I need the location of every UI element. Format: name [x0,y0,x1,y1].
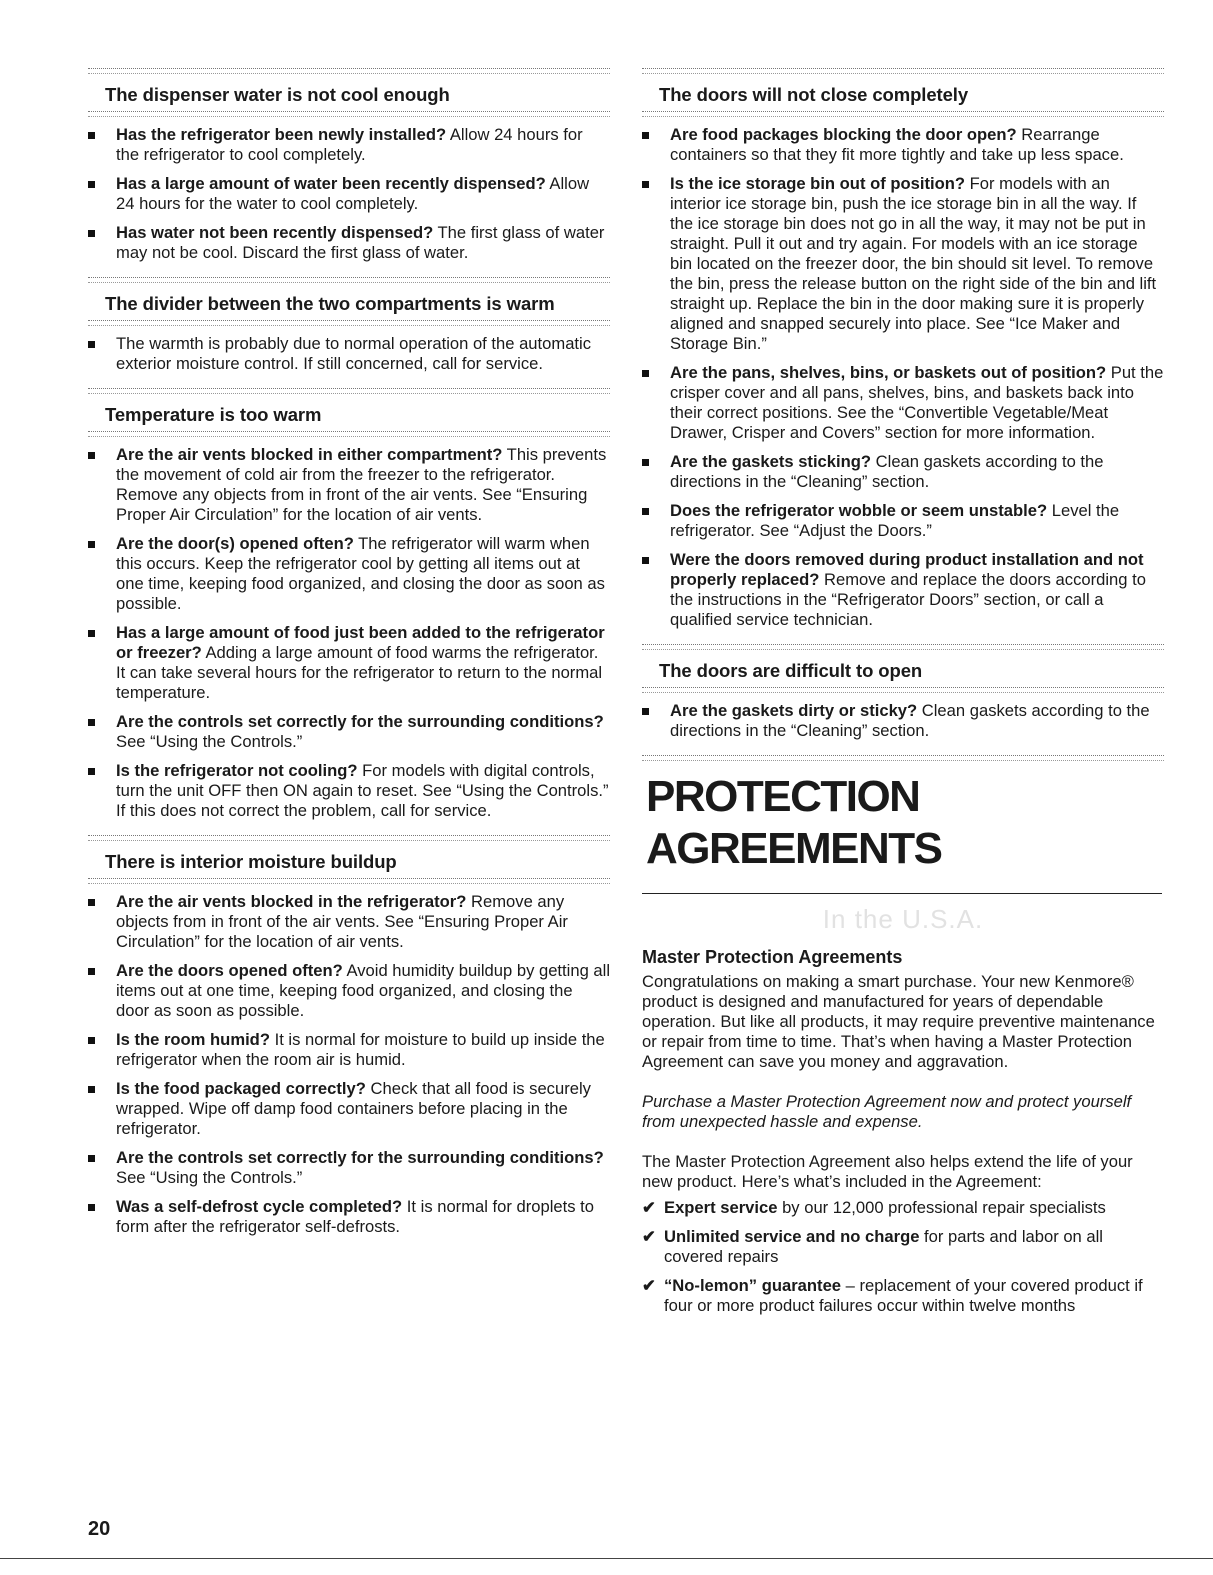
list-item [88,1148,610,1188]
list-item [88,961,610,1021]
answer-text: See “Using the Controls.” [116,1168,303,1187]
benefit-item [642,1227,1164,1267]
section-title: The doors will not close completely [659,84,969,105]
answer-text: Avoid humidity buildup by getting all items out at one time, keeping food organized, and closing the door as soon as possible. [116,961,611,1020]
question-text: Are the air vents blocked in either compartment? [116,445,503,464]
answer-text: Adding a large amount of food warms the refrigerator. It can take several hours for the refrigerator to return to the normal temperature. [116,643,603,702]
square-bullet-icon [88,1037,95,1044]
list-item [642,174,1164,354]
troubleshooting-section [642,644,1164,741]
section-rule [88,320,610,326]
question-text: Is the ice storage bin out of position? [670,174,966,193]
protection-subheading: Master Protection Agreements [642,947,903,967]
square-bullet-icon [642,557,649,564]
square-bullet-icon [88,230,95,237]
troubleshooting-section [88,388,610,821]
troubleshooting-section [642,68,1164,630]
heading-rule [642,893,1162,894]
list-item [88,1079,610,1139]
question-text: Is the food packaged correctly? [116,1079,366,1098]
answer-text: The warmth is probably due to normal operation of the automatic exterior moisture control. If still concerned, call for service. [116,334,592,373]
answer-text: Allow 24 hours for the refrigerator to cool completely. [116,125,583,164]
question-text: Has a large amount of food just been added to the refrigerator or freezer? [116,623,605,662]
right-column [642,68,1164,1325]
square-bullet-icon [88,1204,95,1211]
answer-text: The first glass of water may not be cool. Discard the first glass of water. [116,223,605,262]
question-list [88,334,610,374]
answer-text: Clean gaskets according to the directions in the “Cleaning” section. [670,452,1104,491]
left-column [88,68,610,1251]
answer-text: Remove any objects from in front of the air vents. See “Ensuring Proper Air Circulation” for the location of air vents. [116,892,568,951]
answer-text: Allow 24 hours for the water to cool completely. [116,174,590,213]
question-list [88,125,610,263]
answer-text: Check that all food is securely wrapped. Wipe off damp food containers before placing in the refrigerator. [116,1079,591,1138]
list-item [88,623,610,703]
section-title: The divider between the two compartments is warm [105,293,555,314]
list-item [88,1197,610,1237]
section-title: Temperature is too warm [105,404,322,425]
answer-text: This prevents the movement of cold air from the freezer to the refrigerator. Remove any objects from in front of the air vents. See “Ensuring Proper Air Circulation” for the location of air vents. [116,445,607,524]
section-title: There is interior moisture buildup [105,851,397,872]
square-bullet-icon [88,1155,95,1162]
list-item [642,125,1164,165]
square-bullet-icon [88,132,95,139]
list-item [88,125,610,165]
answer-text: Rearrange containers so that they fit more tightly and take up less space. [670,125,1124,164]
section-title: The dispenser water is not cool enough [105,84,450,105]
square-bullet-icon [642,508,649,515]
benefit-item [642,1276,1164,1316]
square-bullet-icon [88,630,95,637]
answer-text: For models with an interior ice storage bin, push the ice storage bin in all the way. If the ice storage bin does not go in all the way, it may not be put in straight. Pull it out and try again. For models with an ice storage bin located on the freezer door, the bin should sit level. To remove the bin, press the release button on the right side of the bin and lift straight up. Replace the bin in the door making sure it is properly aligned and snapped securely into place. See “Ice Maker and Storage Bin.” [670,174,1157,353]
section-rule [642,755,1164,761]
section-rule [88,878,610,884]
answer-text: It is normal for moisture to build up inside the refrigerator when the room air is humid. [116,1030,605,1069]
question-text: Does the refrigerator wobble or seem unstable? [670,501,1048,520]
list-item [642,501,1164,541]
square-bullet-icon [642,459,649,466]
troubleshooting-section [88,277,610,374]
square-bullet-icon [642,370,649,377]
square-bullet-icon [88,341,95,348]
question-text: Are the controls set correctly for the surrounding conditions? [116,712,604,731]
question-text: Are the controls set correctly for the surrounding conditions? [116,1148,604,1167]
protection-heading: PROTECTION AGREEMENTS [646,772,942,873]
benefit-title: Unlimited service and no charge [664,1227,920,1246]
square-bullet-icon [642,708,649,715]
question-text: Are the doors opened often? [116,961,343,980]
question-text: Is the room humid? [116,1030,270,1049]
checkmark-icon: ✔ [642,1198,656,1217]
answer-text: Level the refrigerator. See “Adjust the Doors.” [670,501,1120,540]
square-bullet-icon [88,181,95,188]
list-item [88,445,610,525]
square-bullet-icon [642,181,649,188]
question-text: Are the door(s) opened often? [116,534,354,553]
list-item [88,223,610,263]
square-bullet-icon [88,768,95,775]
list-item [88,761,610,821]
square-bullet-icon [642,132,649,139]
question-list [88,892,610,1237]
answer-text: Clean gaskets according to the directions in the “Cleaning” section. [670,701,1150,740]
list-item [642,363,1164,443]
answer-text: Put the crisper cover and all pans, shelves, bins, and baskets back into their correct positions. See the “Convertible Vegetable/Meat Drawer, Crisper and Covers” section for more information. [670,363,1164,442]
square-bullet-icon [88,1086,95,1093]
list-item [88,712,610,752]
square-bullet-icon [88,541,95,548]
list-item [88,534,610,614]
answer-text: Remove and replace the doors according to the instructions in the “Refrigerator Doors” section, or call a qualified service technician. [670,570,1146,629]
question-text: Has the refrigerator been newly installed? [116,125,447,144]
section-rule [88,111,610,117]
footer-rule [0,1558,1213,1559]
question-text: Is the refrigerator not cooling? [116,761,358,780]
benefit-title: “No-lemon” guarantee [664,1276,842,1295]
question-text: Are the pans, shelves, bins, or baskets out of position? [670,363,1107,382]
list-item [88,174,610,214]
question-text: Are food packages blocking the door open? [670,125,1017,144]
list-item [88,1030,610,1070]
question-list [642,125,1164,630]
square-bullet-icon [88,719,95,726]
page-number: 20 [88,1518,111,1540]
benefit-item [642,1198,1164,1218]
square-bullet-icon [88,968,95,975]
square-bullet-icon [88,899,95,906]
section-rule [642,111,1164,117]
region-label: In the U.S.A. [822,904,984,934]
question-text: Are the gaskets dirty or sticky? [670,701,918,720]
question-list [642,701,1164,741]
list-item [642,701,1164,741]
benefit-text: – replacement of your covered product if four or more product failures occur within twelve months [664,1276,1143,1315]
section-title: The doors are difficult to open [659,660,923,681]
list-item [642,452,1164,492]
section-rule [642,687,1164,693]
answer-text: The refrigerator will warm when this occurs. Keep the refrigerator cool by getting all items out at one time, keeping food organized, and closing the door as soon as possible. [116,534,605,613]
lead-paragraph: The Master Protection Agreement also helps extend the life of your new product. Here’s what’s included in the Agreement: [642,1152,1133,1191]
answer-text: See “Using the Controls.” [116,732,303,751]
benefit-text: by our 12,000 professional repair specialists [777,1198,1106,1217]
italic-paragraph: Purchase a Master Protection Agreement now and protect yourself from unexpected hassle and expense. [642,1092,1132,1131]
answer-text: For models with digital controls, turn the unit OFF then ON again to reset. See “Using the Controls.” If this does not correct the problem, call for service. [116,761,609,820]
troubleshooting-section [88,835,610,1237]
question-text: Has a large amount of water been recently dispensed? [116,174,546,193]
question-text: Were the doors removed during product installation and not properly replaced? [670,550,1144,589]
question-text: Has water not been recently dispensed? [116,223,434,242]
benefit-title: Expert service [664,1198,778,1217]
checkmark-icon: ✔ [642,1227,656,1246]
intro-paragraph: Congratulations on making a smart purchase. Your new Kenmore® product is designed and manufactured for years of dependable operation. But like all products, it may require preventive maintenance or repair from time to time. That’s when having a Master Protection Agreement can save you money and aggravation. [642,972,1155,1071]
question-text: Was a self-defrost cycle completed? [116,1197,403,1216]
question-text: Are the gaskets sticking? [670,452,872,471]
question-list [88,445,610,821]
benefit-text: for parts and labor on all covered repairs [664,1227,1103,1266]
square-bullet-icon [88,452,95,459]
list-item [88,334,610,374]
list-item [88,892,610,952]
section-rule [88,431,610,437]
question-text: Are the air vents blocked in the refrigerator? [116,892,467,911]
troubleshooting-section [88,68,610,263]
checkmark-icon: ✔ [642,1276,656,1295]
list-item [642,550,1164,630]
benefit-list [642,1198,1164,1316]
answer-text: It is normal for droplets to form after the refrigerator self-defrosts. [116,1197,595,1236]
